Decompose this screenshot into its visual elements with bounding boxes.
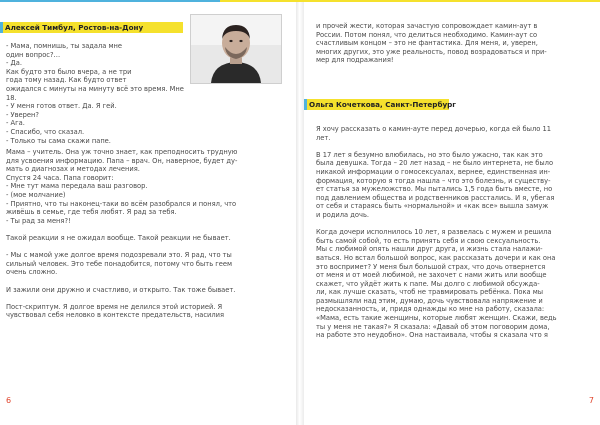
author-header-accent bbox=[304, 99, 307, 110]
paragraph: Пост-скриптум. Я долгое время не делился этой историей. Я чувствовал себя нелoвко в контексте предательств, насилия bbox=[6, 302, 225, 320]
paragraph: Я хочу рассказать о камин-ауте перед дочерью, когда ей было 11 лет. bbox=[316, 125, 551, 142]
right-body-text bbox=[316, 125, 592, 348]
paragraph: и прочей жести, которая зачастую сопровождает камин-аут в России. Потом понял, что делиться необходимо. Камин-аут со счастливым концом – это не фантастика. Для меня, и, уверен, многих других, это уже реальность, повод возрадоваться и при- мер для подражания! bbox=[316, 22, 547, 65]
portrait-photo-icon bbox=[191, 15, 281, 83]
page-gutter bbox=[296, 0, 304, 425]
paragraph: Когда дочери исполнилось 10 лет, я развелась с мужем и решила быть самой собой, то есть принять себя и свою сексуальность. Мы с любимой опять нашли друг друга, и жизнь стала налажи- ваться. Но встал большой вопрос, как рассказать дочери и как она это воспримет? У меня был большой страх, что дочь отвернется от меня и от моей любимой, не захочет с нами жить или вообще скажет, что уйдёт жить к папе. Мы долго с любимой обсужда- ли, как лучше сказать, чтоб не травмировать ребёнка. Пока мы размышляли над этим, думаю, дочь чувствовала напряжение и недосказанность, и, придя однажды ко мне на работу, сказала: «Мама, есть такие женщины, которые любят женщин. Скажи, ведь ты у меня не такая?» Я сказала: «Давай об этом поговорим дома, на работе это неудобно». Она настаивала, чтобы я сказала что я bbox=[316, 228, 557, 340]
intro-dialogue bbox=[6, 42, 186, 145]
paragraph: - Мы с мамой уже долгое время подозревали это. Я рад, что ты сильный человек. Это тебе понадобится, потому что быть геем очень сложно. bbox=[6, 251, 233, 277]
author-photo bbox=[190, 14, 282, 84]
top-edge-accent bbox=[0, 0, 220, 2]
intro-lines: - Мама, помнишь, ты задала мне один вопрос?… - Да. Как будто это было вчера, а не три года тому назад. Как будто ответ ожидался с минуты на минуту всё это время. Мне 18. - У меня готов ответ. Да. Я гей. - Уверен? - Ага. - Спасибо, что сказал. - Только ты сама скажи папе. bbox=[6, 42, 184, 145]
author-header bbox=[304, 99, 457, 110]
author-header bbox=[0, 22, 183, 33]
paragraph: Такой реакции я не ожидал вообще. Такой реакции не бывает. bbox=[6, 233, 231, 242]
left-page bbox=[0, 0, 296, 425]
author-name: Алексей Тимбул, Ростов-на-Дону bbox=[5, 23, 144, 32]
page-number: 6 bbox=[6, 396, 12, 405]
left-body-text bbox=[6, 148, 286, 328]
paragraph: Мама – учитель. Она уж точно знает, как преподносить трудную для усвоения информацию. Папа – врач. Он, наверное, будет ду- мать о диагнозах и методах лечения. Спустя 24 часа. Папа говорит: - Мне тут мама передала ваш разговор. - (мое молчание) - Приятно, что ты наконец-таки во всём разобрался и понял, что живёшь в семье, где тебя любят. Я рад за тебя. - Ты рад за меня?! bbox=[6, 148, 238, 225]
paragraph: В 17 лет я безумно влюбилась, но это было ужасно, так как это была девушка. Тогда – 20 лет назад – не было интернета, не было никакой информации о гомосексуалах, вернее, единственная ин- формация, которую я тогда нашла – что это болезнь, и существу- ет статья за мужеложство. Мы пытались 1,5 года быть вместе, но под давлением общества и родственников расстались. И я, убегая от себя и стараясь быть «нормальной» и «как все» вышла замуж и родила дочь. bbox=[316, 150, 555, 219]
paragraph: И зажили они дружно и счастливо, и открыто. Так тоже бывает. bbox=[6, 285, 236, 294]
continued-text bbox=[316, 22, 592, 65]
page-number: 7 bbox=[588, 396, 594, 405]
author-name: Ольга Кочеткова, Санкт-Петербург bbox=[309, 100, 457, 109]
right-page bbox=[304, 0, 600, 425]
author-header-accent bbox=[0, 22, 3, 33]
